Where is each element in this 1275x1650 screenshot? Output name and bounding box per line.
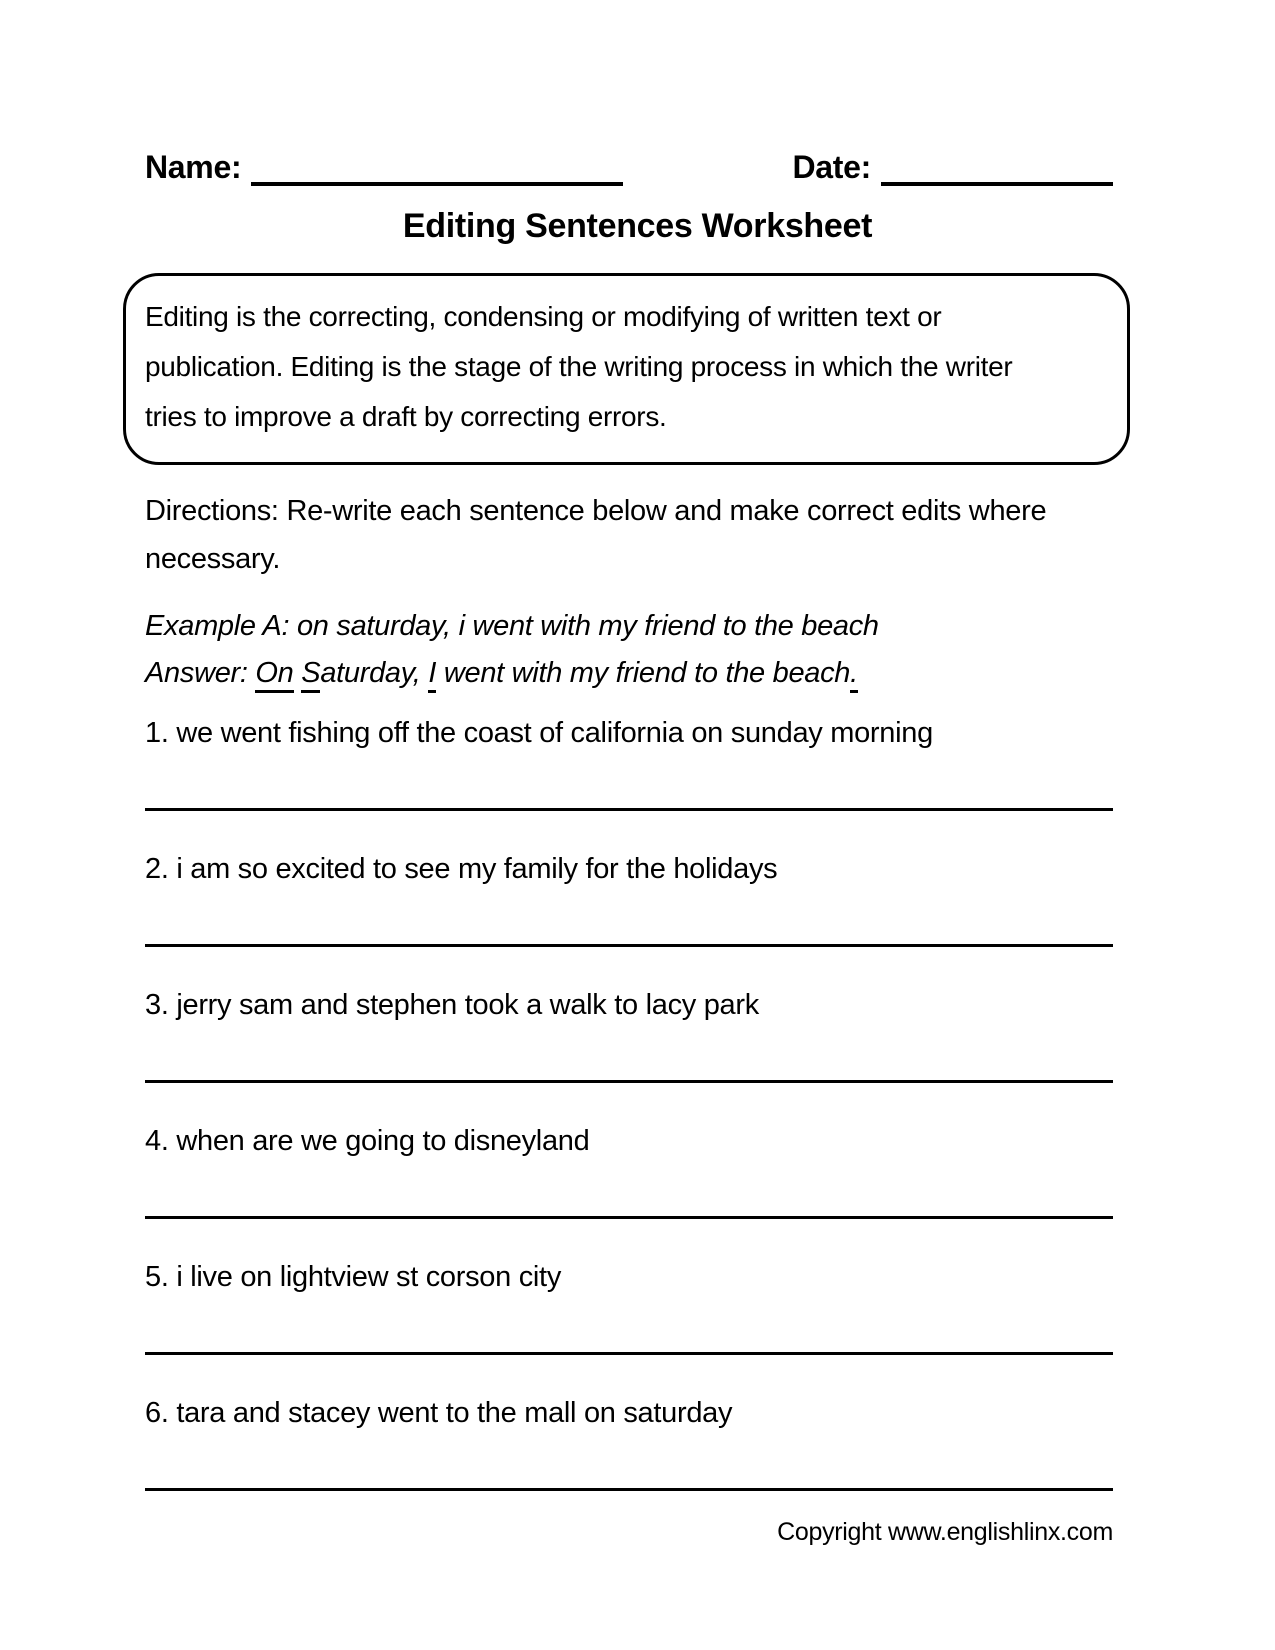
example-answer <box>145 650 1113 697</box>
date-field <box>792 148 1113 186</box>
directions-text <box>145 487 1113 583</box>
definition-line: publication. Editing is the stage of the writing process in which the writer <box>145 351 1013 382</box>
question-sentence: 1. we went fishing off the coast of california on sunday morning <box>145 717 933 749</box>
questions-list <box>0 713 1275 1491</box>
date-blank-line <box>881 148 1113 186</box>
answer-underlined-segment: S <box>301 657 320 693</box>
directions-line: necessary. <box>145 543 281 575</box>
answer-segment: aturday, <box>320 657 429 689</box>
question-sentence: 3. jerry sam and stephen took a walk to lacy park <box>145 989 759 1021</box>
question-sentence: 4. when are we going to disneyland <box>145 1125 590 1157</box>
name-field <box>145 148 623 186</box>
definition-box <box>123 273 1130 465</box>
example-prompt: Example A: on saturday, i went with my friend to the beach <box>145 610 879 642</box>
question-sentence: 6. tara and stacey went to the mall on saturday <box>145 1397 733 1429</box>
page-title: Editing Sentences Worksheet <box>402 207 873 245</box>
answer-segment: went with my friend to the beach <box>436 657 851 689</box>
answer-blank-line <box>145 1352 1113 1355</box>
header <box>145 148 1113 186</box>
answer-blank-line <box>145 808 1113 811</box>
question-block <box>145 849 1113 947</box>
answer-segment: Answer: <box>145 657 256 689</box>
answer-underlined-segment: On <box>255 657 293 693</box>
answer-underlined-segment: I <box>428 657 436 693</box>
question-block <box>145 1393 1113 1491</box>
question-block <box>145 985 1113 1083</box>
answer-underlined-segment: . <box>850 657 858 693</box>
answer-blank-line <box>145 944 1113 947</box>
name-label: Name: <box>145 149 242 185</box>
date-label: Date: <box>792 149 871 185</box>
answer-blank-line <box>145 1488 1113 1491</box>
question-block <box>145 713 1113 811</box>
directions-line: Directions: Re-write each sentence below and make correct edits where <box>145 495 1047 527</box>
copyright-text: Copyright www.englishlinx.com <box>777 1518 1113 1546</box>
question-sentence: 2. i am so excited to see my family for the holidays <box>145 853 778 885</box>
question-sentence: 5. i live on lightview st corson city <box>145 1261 562 1293</box>
example-block <box>145 603 1113 697</box>
answer-blank-line <box>145 1080 1113 1083</box>
question-block <box>145 1121 1113 1219</box>
definition-line: Editing is the correcting, condensing or modifying of written text or <box>145 301 942 332</box>
answer-blank-line <box>145 1216 1113 1219</box>
question-block <box>145 1257 1113 1355</box>
name-blank-line <box>251 148 623 186</box>
definition-line: tries to improve a draft by correcting errors. <box>145 401 667 432</box>
